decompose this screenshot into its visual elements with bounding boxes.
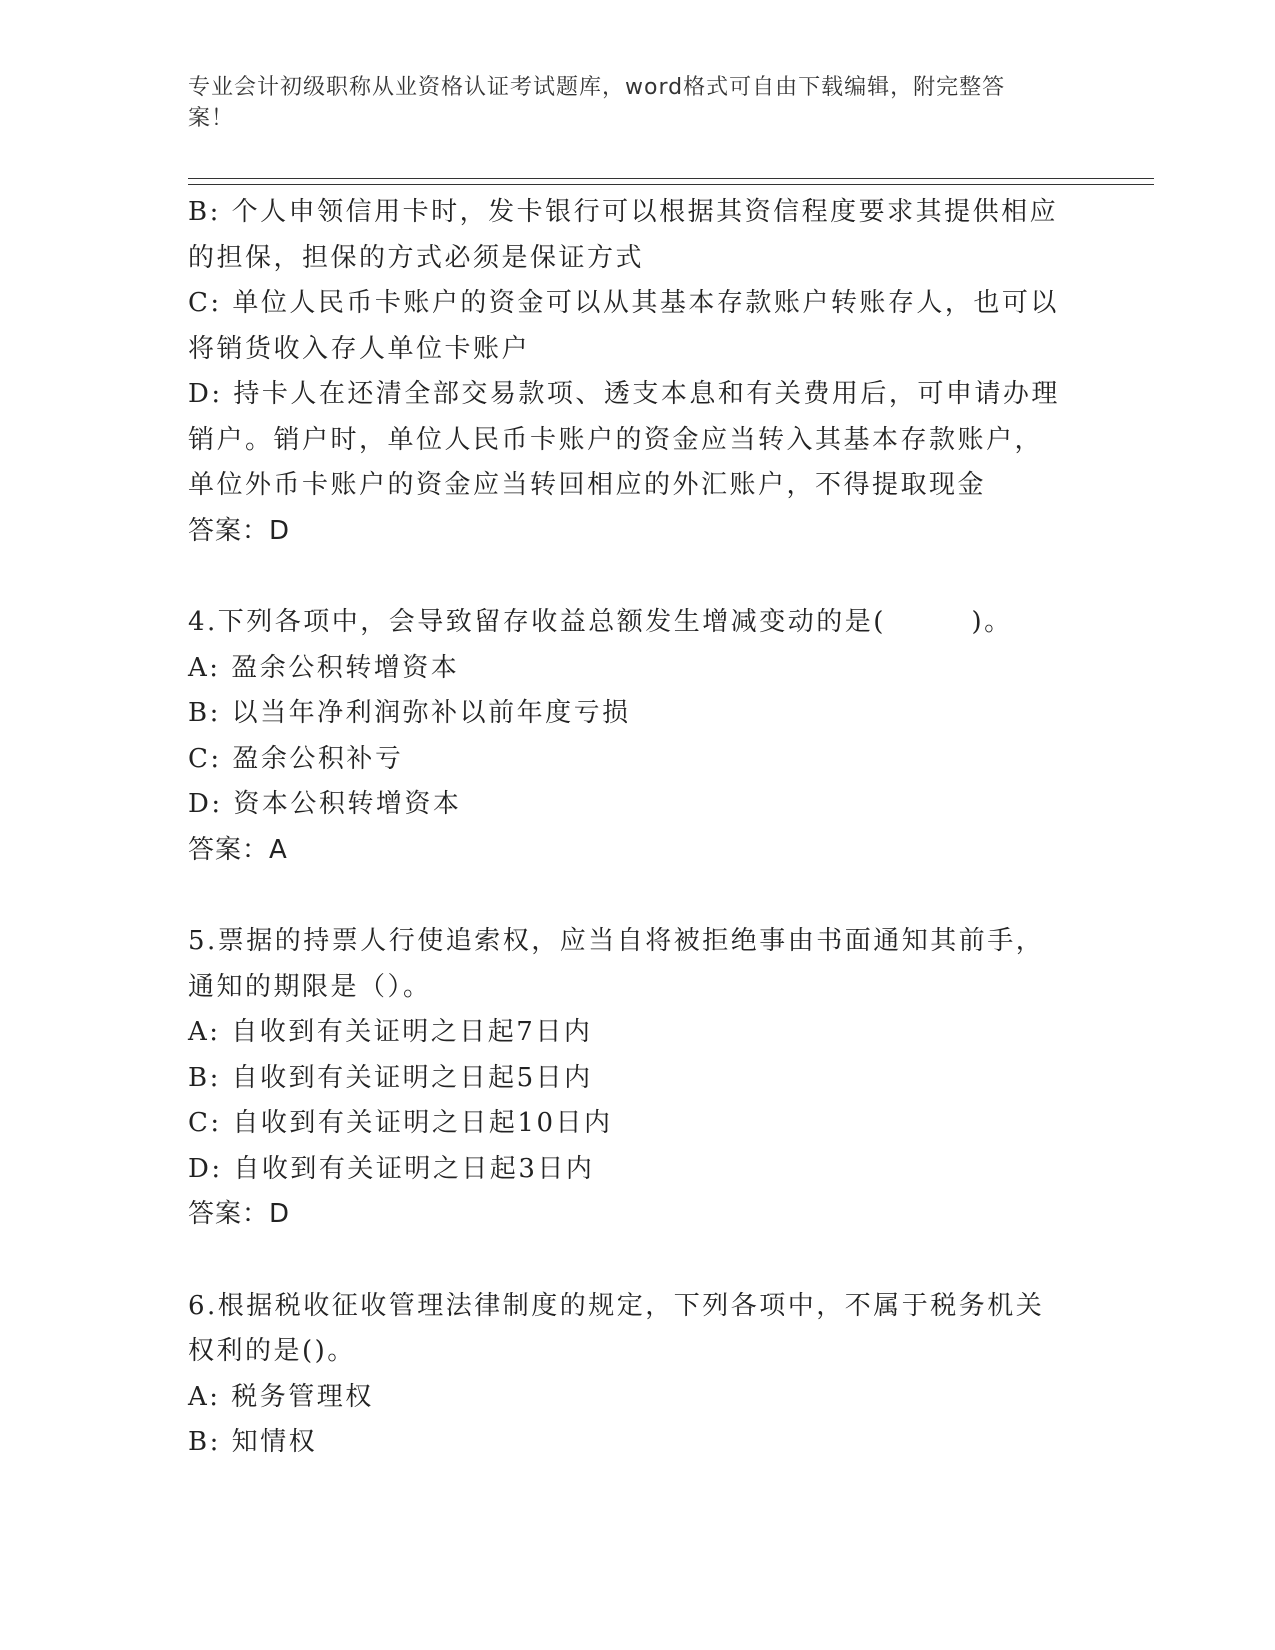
header-line-2: 案！ bbox=[188, 106, 235, 131]
question-stem-line-2: 权利的是()。 bbox=[188, 1336, 356, 1366]
option-b: B: 自收到有关证明之日起5日内 bbox=[188, 1062, 593, 1093]
option-d-line-2: 销户。销户时，单位人民币卡账户的资金应当转入其基本存款账户， bbox=[188, 424, 1044, 455]
header-line-1: 专业会计初级职称从业资格认证考试题库，word格式可自由下载编辑，附完整答 bbox=[188, 75, 1006, 100]
question-6 bbox=[188, 1284, 1088, 1466]
option-b-line-2: 的担保，担保的方式必须是保证方式 bbox=[188, 242, 645, 273]
option-d: D: 资本公积转增资本 bbox=[188, 789, 462, 819]
option-d-line-1: D: 持卡人在还清全部交易款项、透支本息和有关费用后，可申请办理 bbox=[188, 379, 1060, 409]
option-c-line-1: C: 单位人民币卡账户的资金可以从其基本存款账户转账存人，也可以 bbox=[188, 288, 1059, 318]
answer: 答案：D bbox=[188, 1199, 291, 1229]
option-c-line-2: 将销货收入存人单位卡账户 bbox=[188, 333, 531, 364]
option-d: D: 自收到有关证明之日起3日内 bbox=[188, 1153, 595, 1184]
option-a: A: 盈余公积转增资本 bbox=[188, 652, 460, 683]
header-divider-top bbox=[188, 178, 1154, 179]
option-a: A: 税务管理权 bbox=[188, 1381, 374, 1412]
answer: 答案：A bbox=[188, 834, 288, 865]
document-header bbox=[188, 72, 1078, 134]
question-stem-line-2: 通知的期限是（）。 bbox=[188, 971, 432, 1002]
option-d-line-3: 单位外币卡账户的资金应当转回相应的外汇账户，不得提取现金 bbox=[188, 470, 987, 500]
question-content bbox=[188, 190, 1088, 1466]
header-divider-bottom bbox=[188, 184, 1154, 185]
option-a: A: 自收到有关证明之日起7日内 bbox=[188, 1017, 593, 1047]
spacer bbox=[188, 873, 1088, 919]
question-5 bbox=[188, 919, 1088, 1238]
question-4 bbox=[188, 600, 1088, 873]
option-b: B: 以当年净利润弥补以前年度亏损 bbox=[188, 698, 631, 728]
question-3-continued bbox=[188, 190, 1088, 554]
option-c: C: 盈余公积补亏 bbox=[188, 743, 404, 774]
question-stem: 4.下列各项中，会导致留存收益总额发生增减变动的是( )。 bbox=[188, 607, 1013, 637]
option-b: B: 知情权 bbox=[188, 1427, 318, 1457]
question-stem-line-1: 6.根据税收征收管理法律制度的规定，下列各项中，不属于税务机关 bbox=[188, 1290, 1045, 1321]
option-c: C: 自收到有关证明之日起10日内 bbox=[188, 1108, 613, 1138]
question-stem-line-1: 5.票据的持票人行使追索权，应当自将被拒绝事由书面通知其前手， bbox=[188, 926, 1045, 956]
option-b-line-1: B: 个人申领信用卡时，发卡银行可以根据其资信程度要求其提供相应 bbox=[188, 197, 1059, 227]
spacer bbox=[188, 1238, 1088, 1284]
spacer bbox=[188, 554, 1088, 600]
answer: 答案：D bbox=[188, 515, 291, 546]
